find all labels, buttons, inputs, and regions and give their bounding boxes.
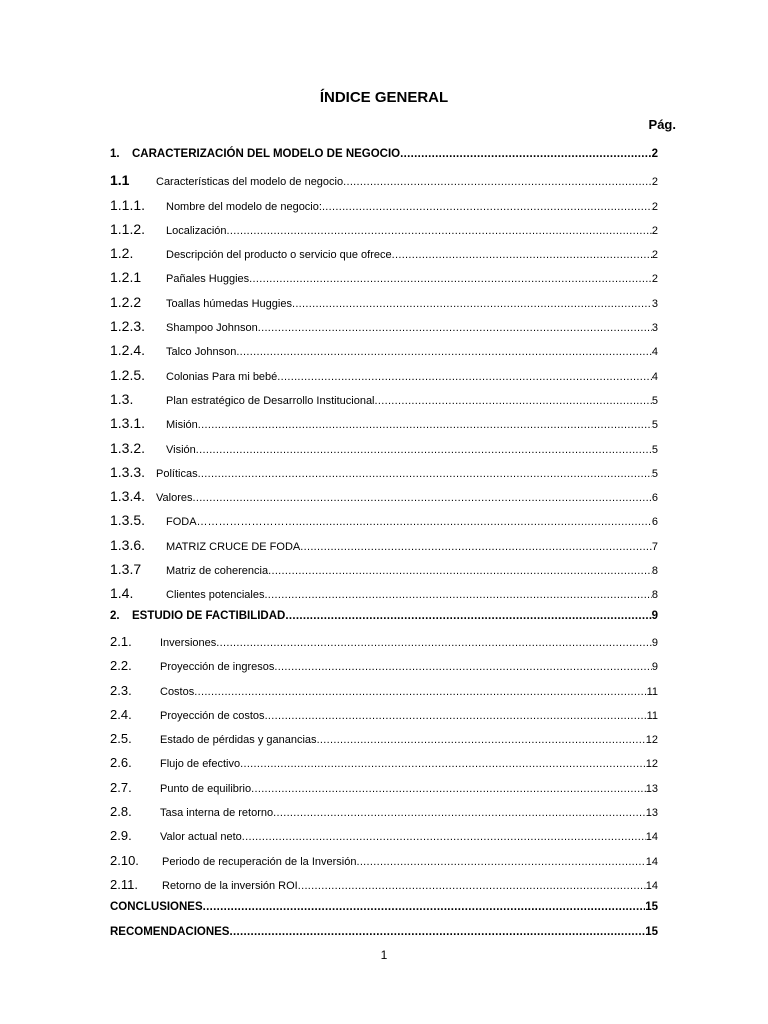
toc-entry-title: Localización <box>166 224 227 237</box>
toc-entry-number: 1.3.7 <box>110 561 142 578</box>
dot-leader <box>242 831 646 843</box>
dot-leader <box>216 637 652 649</box>
toc-entry-page: 14 <box>645 831 658 844</box>
toc-entry-page: 5 <box>651 467 658 480</box>
dot-leader <box>196 444 652 456</box>
toc-entry-number: 1.2.5. <box>110 366 146 383</box>
toc-entry <box>110 877 658 901</box>
toc-entry <box>110 731 658 755</box>
toc-entry-page: 2 <box>651 249 658 262</box>
toc-entry-number: 1.2.4. <box>110 342 146 359</box>
toc-entry-number: 2.6. <box>110 755 132 771</box>
toc-entry-title: Visión <box>166 443 196 456</box>
toc-entry-title: FODA……………………… <box>166 516 296 529</box>
toc-entry-title: Políticas <box>156 467 198 480</box>
toc-entry <box>110 148 658 172</box>
toc-entry-page: 12 <box>645 734 658 747</box>
toc-entry-title: Nombre del modelo de negocio: <box>166 200 322 213</box>
toc-entry-page: 2 <box>651 200 658 213</box>
toc-entry-number: 2.9. <box>110 828 132 844</box>
dot-leader <box>236 346 652 358</box>
toc-entry <box>110 683 658 707</box>
toc-entry-page: 14 <box>645 879 658 892</box>
toc-entry-number: 1. <box>110 148 120 160</box>
toc-entry-page: 5 <box>651 419 658 432</box>
toc-entry <box>110 853 658 877</box>
table-of-contents <box>110 148 658 950</box>
dot-leader <box>317 734 646 746</box>
toc-entry-title: CARACTERIZACIÓN DEL MODELO DE NEGOCIO <box>132 148 401 160</box>
toc-entry <box>110 440 658 464</box>
dot-leader <box>277 371 652 383</box>
toc-entry-page: 3 <box>651 297 658 310</box>
toc-entry <box>110 342 658 366</box>
toc-entry-title: Características del modelo de negocio <box>156 176 344 189</box>
toc-entry <box>110 755 658 779</box>
dot-leader <box>296 516 652 528</box>
dot-leader <box>274 661 652 673</box>
toc-entry-page: 5 <box>651 394 658 407</box>
toc-entry-page: 13 <box>645 782 658 795</box>
toc-entry-number: 1.2. <box>110 245 134 262</box>
toc-entry-number: 1.1.2. <box>110 220 146 237</box>
toc-entry-page: 9 <box>651 661 658 674</box>
toc-entry-page: 15 <box>645 901 658 914</box>
toc-entry <box>110 318 658 342</box>
dot-leader <box>300 541 652 553</box>
toc-entry-page: 2 <box>651 224 658 237</box>
toc-entry-title: Periodo de recuperación de la Inversión <box>162 855 357 868</box>
toc-entry-title: Talco Johnson <box>166 346 237 359</box>
toc-entry <box>110 488 658 512</box>
toc-entry-title: MATRIZ CRUCE DE FODA <box>166 540 301 553</box>
toc-entry-number: 1.3.2. <box>110 439 146 456</box>
dot-leader <box>322 201 652 213</box>
toc-entry-number: 2.5. <box>110 731 132 747</box>
dot-leader <box>249 273 652 285</box>
toc-entry <box>110 707 658 731</box>
toc-entry-title: Misión <box>166 419 198 432</box>
dot-leader <box>258 322 652 334</box>
dot-leader <box>268 565 652 577</box>
toc-entry <box>110 391 658 415</box>
toc-entry-page: 7 <box>651 540 658 553</box>
toc-entry-number: 1.1.1. <box>110 196 146 213</box>
toc-entry-title: Plan estratégico de Desarrollo Institucional <box>166 394 375 407</box>
toc-entry-title: Valores <box>156 492 193 505</box>
dot-leader <box>265 710 647 722</box>
toc-entry <box>110 634 658 658</box>
toc-entry <box>110 804 658 828</box>
toc-entry-page: 12 <box>645 758 658 771</box>
dot-leader <box>227 225 652 237</box>
toc-entry-title: Toallas húmedas Huggies <box>166 297 292 310</box>
toc-entry-title: Flujo de efectivo <box>160 758 241 771</box>
footer-page-number: 1 <box>380 948 388 962</box>
toc-entry-number: 1.3. <box>110 390 134 407</box>
toc-entry-title: Costos <box>160 685 195 698</box>
toc-entry <box>110 415 658 439</box>
dot-leader <box>240 758 646 770</box>
toc-entry-page: 9 <box>651 609 658 622</box>
toc-entry-page: 14 <box>645 855 658 868</box>
toc-entry-number: 1.2.1 <box>110 269 142 286</box>
page-title: ÍNDICE GENERAL <box>319 89 449 106</box>
toc-entry-page: 2 <box>651 148 658 160</box>
toc-entry-title: Colonias Para mi bebé <box>166 370 278 383</box>
toc-entry-number: 1.1 <box>110 172 130 189</box>
toc-entry-number: 2.10. <box>110 852 139 868</box>
dot-leader <box>375 395 652 407</box>
toc-entry <box>110 926 658 950</box>
dot-leader <box>229 926 645 938</box>
toc-entry-page: 9 <box>651 636 658 649</box>
toc-entry-number: 2. <box>110 609 120 622</box>
toc-entry-page: 4 <box>651 370 658 383</box>
toc-entry-title: Valor actual neto <box>160 831 242 844</box>
toc-entry-page: 5 <box>651 443 658 456</box>
toc-entry-title: Proyección de costos <box>160 709 265 722</box>
toc-entry-title: Tasa interna de retorno <box>160 807 274 820</box>
toc-entry-number: 2.1. <box>110 633 132 649</box>
toc-entry <box>110 780 658 804</box>
toc-entry-title: Proyección de ingresos <box>160 661 275 674</box>
toc-entry-title: Pañales Huggies <box>166 273 250 286</box>
toc-entry-title: Punto de equilibrio <box>160 782 252 795</box>
dot-leader <box>198 468 652 480</box>
toc-entry-number: 2.8. <box>110 804 132 820</box>
dot-leader <box>285 610 651 622</box>
toc-entry <box>110 537 658 561</box>
toc-entry <box>110 585 658 609</box>
toc-entry-page: 11 <box>646 685 658 698</box>
toc-entry <box>110 512 658 536</box>
toc-entry-title: Descripción del producto o servicio que ofrece <box>166 249 392 262</box>
toc-entry-page: 2 <box>651 273 658 286</box>
dot-leader <box>273 807 646 819</box>
toc-entry-title: RECOMENDACIONES <box>110 925 230 938</box>
toc-entry-title: ESTUDIO DE FACTIBILIDAD <box>132 609 286 622</box>
toc-entry <box>110 610 658 634</box>
toc-entry <box>110 367 658 391</box>
toc-entry-page: 13 <box>645 807 658 820</box>
toc-entry-title: Shampoo Johnson <box>166 322 258 335</box>
toc-entry-page: 11 <box>646 709 658 722</box>
dot-leader <box>264 589 651 601</box>
toc-entry-page: 15 <box>645 925 658 938</box>
toc-entry-page: 3 <box>651 322 658 335</box>
dot-leader <box>392 249 652 261</box>
toc-entry-number: 1.2.2 <box>110 293 142 310</box>
toc-entry-title: Clientes potenciales <box>166 589 265 602</box>
toc-entry-title: CONCLUSIONES <box>110 901 203 914</box>
toc-entry-number: 1.3.4. <box>110 488 146 505</box>
dot-leader <box>400 148 651 160</box>
toc-entry <box>110 269 658 293</box>
toc-entry-number: 1.4. <box>110 585 134 602</box>
toc-entry <box>110 828 658 852</box>
toc-entry <box>110 221 658 245</box>
toc-entry-title: Matriz de coherencia <box>166 565 269 578</box>
toc-entry-number: 2.7. <box>110 779 132 795</box>
page-column-header: Pág. <box>648 117 676 132</box>
toc-entry-title: Inversiones <box>160 636 217 649</box>
toc-entry <box>110 294 658 318</box>
toc-entry-page: 6 <box>651 492 658 505</box>
toc-entry <box>110 172 658 196</box>
dot-leader <box>343 176 652 188</box>
toc-entry <box>110 561 658 585</box>
toc-entry-number: 2.11. <box>110 876 138 892</box>
toc-entry <box>110 901 658 925</box>
dot-leader <box>194 686 646 698</box>
toc-entry-number: 1.3.1. <box>110 415 146 432</box>
toc-entry-title: Estado de pérdidas y ganancias <box>160 734 317 747</box>
toc-entry <box>110 464 658 488</box>
toc-entry-title: Retorno de la inversión ROI <box>162 879 298 892</box>
toc-entry-number: 1.3.3. <box>110 463 146 480</box>
dot-leader <box>198 419 652 431</box>
toc-entry-page: 2 <box>651 176 658 189</box>
dot-leader <box>298 880 646 892</box>
dot-leader <box>356 856 645 868</box>
toc-entry-number: 1.3.5. <box>110 512 146 529</box>
dot-leader <box>292 298 652 310</box>
toc-entry-number: 1.3.6. <box>110 536 146 553</box>
dot-leader <box>251 783 646 795</box>
toc-entry-page: 8 <box>651 589 658 602</box>
toc-entry-page: 6 <box>651 516 658 529</box>
dot-leader <box>192 492 651 504</box>
toc-entry <box>110 197 658 221</box>
toc-entry <box>110 658 658 682</box>
toc-entry-page: 4 <box>651 346 658 359</box>
toc-entry-number: 2.4. <box>110 706 132 722</box>
toc-entry-number: 1.2.3. <box>110 318 146 335</box>
toc-entry-page: 8 <box>651 565 658 578</box>
dot-leader <box>203 901 646 913</box>
toc-entry-number: 2.3. <box>110 682 132 698</box>
toc-entry <box>110 245 658 269</box>
toc-entry-number: 2.2. <box>110 658 132 674</box>
